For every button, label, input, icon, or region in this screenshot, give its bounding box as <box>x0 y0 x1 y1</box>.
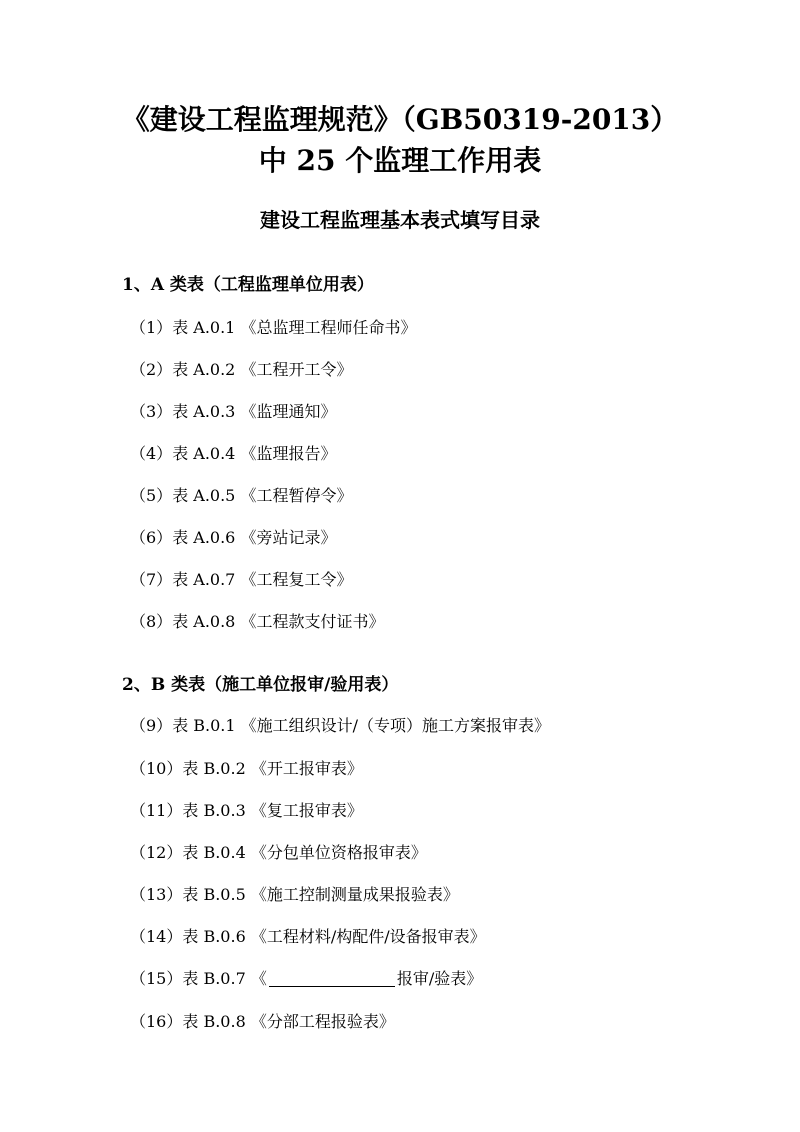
item-text: 表 B.0.5 《施工控制测量成果报验表》 <box>182 885 459 904</box>
item-number: （3） <box>130 402 173 421</box>
list-item <box>130 714 550 738</box>
list-item <box>130 442 336 466</box>
item-text: 表 B.0.8 《分部工程报验表》 <box>182 1012 395 1031</box>
section-heading-b: 2、B 类表（施工单位报审/验用表） <box>122 675 399 695</box>
list-item <box>130 526 336 550</box>
item-number: （13） <box>130 885 183 904</box>
item-number: （6） <box>130 528 173 547</box>
item-number: （5） <box>130 486 173 505</box>
item-number: （8） <box>130 612 173 631</box>
item-number: （4） <box>130 444 173 463</box>
item-number: （12） <box>130 843 183 862</box>
fill-in-blank <box>269 968 395 987</box>
item-text: 表 A.0.5 《工程暂停令》 <box>172 486 353 505</box>
item-text: 表 A.0.7 《工程复工令》 <box>172 570 353 589</box>
list-item <box>130 484 352 508</box>
item-text: 表 B.0.4 《分包单位资格报审表》 <box>182 843 427 862</box>
item-number: （10） <box>130 759 183 778</box>
item-text: 表 A.0.6 《旁站记录》 <box>172 528 337 547</box>
list-item <box>130 316 416 340</box>
list-item <box>130 883 459 907</box>
item-number: （1） <box>130 318 173 337</box>
item-text: 表 B.0.1 《施工组织设计/（专项）施工方案报审表》 <box>172 716 551 735</box>
item-text: 表 B.0.6 《工程材料/构配件/设备报审表》 <box>182 927 486 946</box>
item-text: 表 A.0.3 《监理通知》 <box>172 402 337 421</box>
item-text: 表 A.0.2 《工程开工令》 <box>172 360 353 379</box>
document-title-line2: 中 25 个监理工作用表 <box>258 144 542 177</box>
item-number: （2） <box>130 360 173 379</box>
item-number: （16） <box>130 1012 183 1031</box>
list-item <box>130 400 336 424</box>
list-item <box>130 967 482 991</box>
item-text-after-blank: 报审/验表》 <box>396 969 483 988</box>
item-text: 表 A.0.8 《工程款支付证书》 <box>172 612 385 631</box>
item-number: （11） <box>130 801 183 820</box>
item-number: （9） <box>130 716 173 735</box>
list-item <box>130 358 352 382</box>
item-number: （7） <box>130 570 173 589</box>
item-number: （14） <box>130 927 183 946</box>
list-item <box>130 568 352 592</box>
section-heading-a: 1、A 类表（工程监理单位用表） <box>122 275 374 295</box>
list-item <box>130 757 363 781</box>
document-title-line1: 《建设工程监理规范》（GB50319-2013） <box>121 103 679 136</box>
document-subtitle: 建设工程监理基本表式填写目录 <box>260 208 540 232</box>
item-text: 表 B.0.2 《开工报审表》 <box>182 759 363 778</box>
item-text: 表 A.0.1 《总监理工程师任命书》 <box>172 318 417 337</box>
list-item <box>130 925 486 949</box>
item-text-before-blank: 表 B.0.7 《 <box>182 969 267 988</box>
list-item <box>130 610 384 634</box>
item-number: （15） <box>130 969 183 988</box>
list-item <box>130 799 363 823</box>
list-item <box>130 1010 395 1034</box>
item-text: 表 B.0.3 《复工报审表》 <box>182 801 363 820</box>
item-text: 表 A.0.4 《监理报告》 <box>172 444 337 463</box>
list-item <box>130 841 427 865</box>
